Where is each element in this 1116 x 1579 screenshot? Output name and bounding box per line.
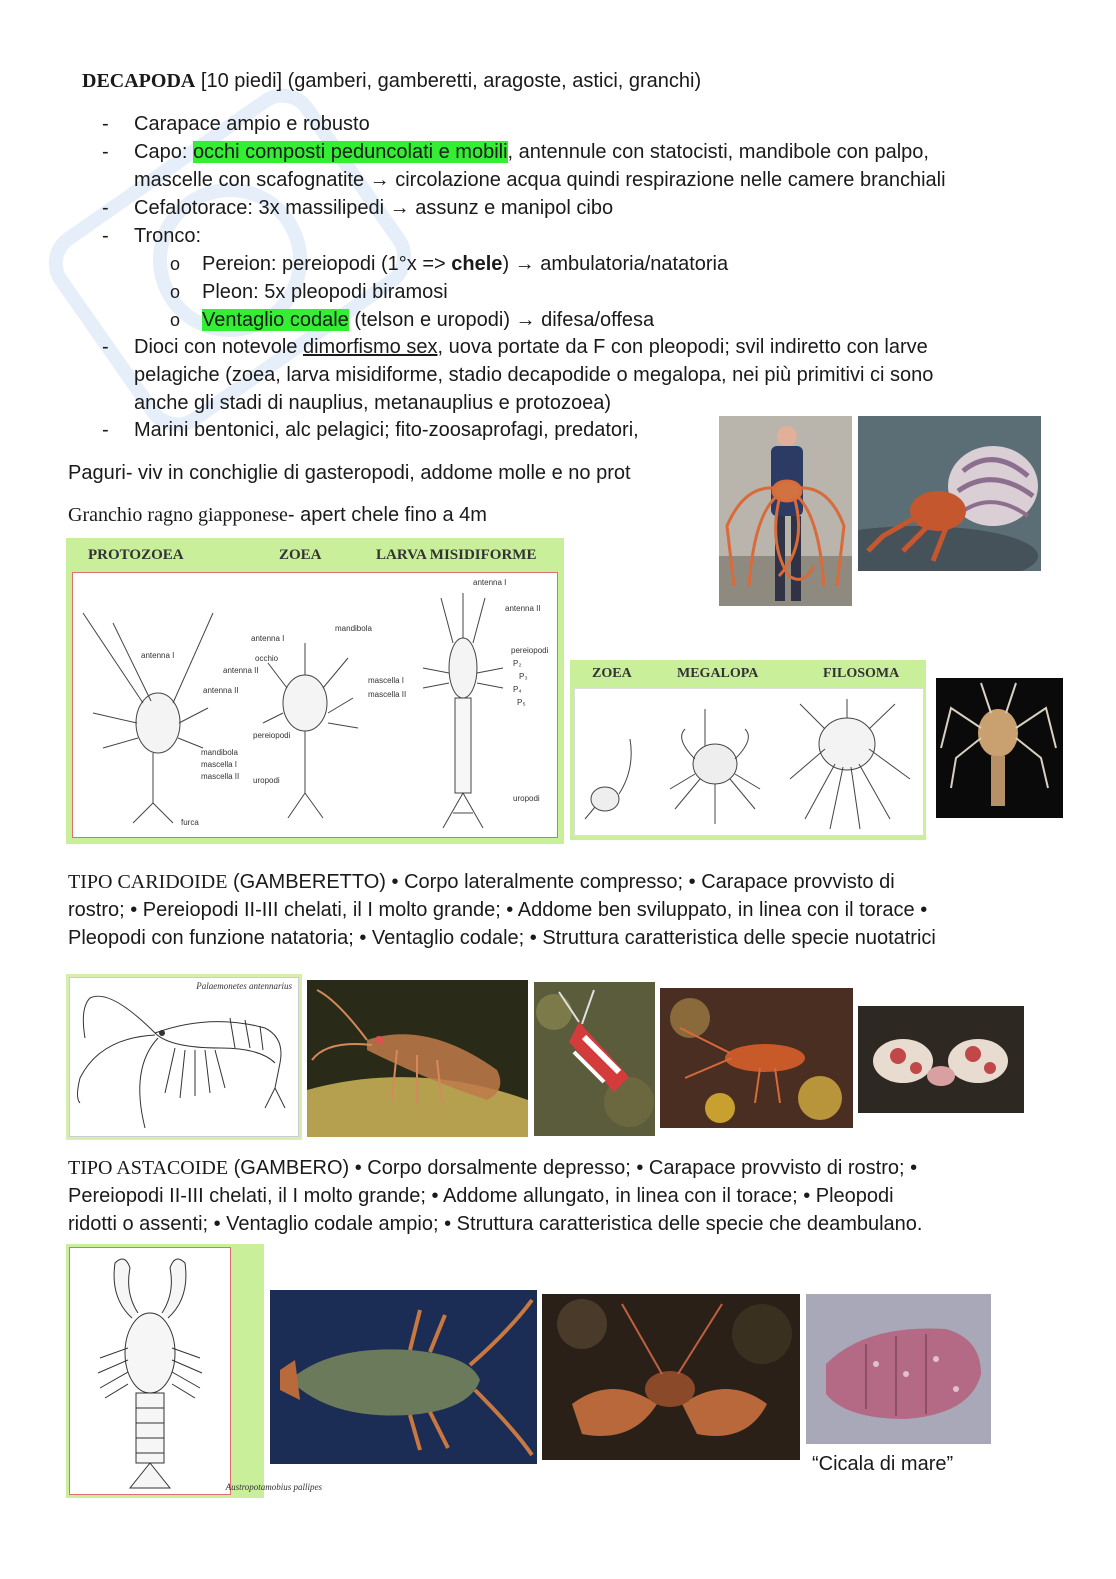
granchio-line bbox=[68, 501, 487, 529]
label-antenna-i-zoea: antenna I bbox=[251, 634, 285, 643]
label-mascella-ii: mascella II bbox=[201, 772, 240, 781]
sub-pleon: Pleon: 5x pleopodi biramosi bbox=[202, 281, 448, 303]
paguri-line: Paguri- viv in conchiglie di gasteropodi, addome molle e no prot bbox=[68, 462, 631, 484]
dash-marker: - bbox=[102, 225, 109, 247]
label-mascella-i: mascella I bbox=[201, 760, 238, 769]
granchio-serif: Granchio ragno giapponese bbox=[68, 504, 288, 526]
label-occhio: occhio bbox=[255, 654, 279, 663]
panel1-drawing-area bbox=[72, 572, 558, 838]
granchio-rest: - apert chele fino a 4m bbox=[287, 504, 487, 526]
bullet-tronco: Tronco: bbox=[134, 225, 202, 247]
caridoide-line1 bbox=[68, 868, 895, 896]
astacoide-serif: TIPO ASTACOIDE bbox=[68, 1157, 229, 1179]
bullet-capo-line2: mascelle con scafognatite → circolazione acqua quindi respirazione nelle camere branchiali bbox=[134, 169, 946, 191]
highlight-occhi: occhi composti peduncolati e mobili bbox=[192, 141, 508, 163]
larvae-panel-2 bbox=[570, 660, 926, 840]
palaemonetes-panel bbox=[66, 974, 302, 1140]
shrimp-photo-3 bbox=[660, 988, 853, 1128]
label-mandibola-zoea: mandibola bbox=[335, 624, 372, 633]
astacoide-line1 bbox=[68, 1154, 917, 1182]
panel2-drawing-area bbox=[574, 688, 924, 836]
astacoide-line2: Pereiopodi II-III chelati, il I molto grande; • Addome allungato, in linea con il torace; • Pleopodi bbox=[68, 1185, 894, 1207]
label-antenna-ii-zoea: antenna II bbox=[223, 666, 259, 675]
label-antenna-ii-mis: antenna II bbox=[505, 604, 541, 613]
label-uropodi-mis: uropodi bbox=[513, 794, 540, 803]
label-p5: P₅ bbox=[517, 698, 526, 707]
sub-marker: o bbox=[170, 254, 181, 274]
capo-prefix: Capo: bbox=[134, 141, 193, 163]
caridoide-line2: rostro; • Pereiopodi II-III chelati, il I molto grande; • Addome ben sviluppato, in linea con il torace • bbox=[68, 899, 928, 921]
shrimp-illustration bbox=[70, 978, 298, 1136]
sub-pereion bbox=[202, 250, 728, 278]
astacoide-line3: ridotti o assenti; • Ventaglio codale ampio; • Struttura caratteristica delle specie che deambulano. bbox=[68, 1213, 923, 1235]
shrimp-photo-4 bbox=[858, 1006, 1024, 1113]
sub-ventaglio bbox=[202, 306, 654, 334]
bullet-cefalotorace: Cefalotorace: 3x massilipedi → assunz e manipol cibo bbox=[134, 197, 614, 219]
dash-marker: - bbox=[102, 141, 109, 163]
pereion-post: ) → ambulatoria/natatoria bbox=[502, 253, 729, 275]
label-pereiopodi-mis: pereiopodi bbox=[511, 646, 549, 655]
larvae-illustration-1 bbox=[73, 573, 557, 837]
austropotamobius-panel bbox=[66, 1244, 322, 1498]
filosoma-photo bbox=[936, 678, 1063, 818]
label-mandibola: mandibola bbox=[201, 748, 238, 757]
label-antenna-ii: antenna II bbox=[203, 686, 239, 695]
dash-marker: - bbox=[102, 419, 109, 441]
label-furca: furca bbox=[181, 818, 199, 827]
lobster-photo-1 bbox=[270, 1290, 537, 1464]
shrimp-photo-1 bbox=[307, 980, 528, 1137]
label-mascella-ii-zoea: mascella II bbox=[368, 690, 407, 699]
caridoide-l1: (GAMBERETTO) • Corpo lateralmente compresso; • Carapace provvisto di bbox=[227, 871, 895, 893]
bullet-capo bbox=[134, 138, 929, 166]
austropotamobius-drawing-area bbox=[69, 1247, 322, 1495]
label-mascella-i-zoea: mascella I bbox=[368, 676, 405, 685]
bullet-dioci-line3: anche gli stadi di nauplius, metanauplius e protozoea) bbox=[134, 392, 611, 414]
palaemonetes-caption: Palaemonetes antennarius bbox=[196, 981, 292, 991]
panel1-title-misidiforme: LARVA MISIDIFORME bbox=[376, 547, 537, 563]
label-uropodi-zoea: uropodi bbox=[253, 776, 280, 785]
dioci-underline: dimorfismo sex bbox=[302, 336, 438, 358]
caridoide-line3: Pleopodi con funzione natatoria; • Ventaglio codale; • Struttura caratteristica delle specie nuotatrici bbox=[68, 927, 936, 949]
pereion-pre: Pereion: pereiopodi (1°x => bbox=[202, 253, 452, 275]
ventaglio-post: (telson e uropodi) → difesa/offesa bbox=[348, 309, 655, 331]
capo-rest: , antennule con statocisti, mandibole con palpo, bbox=[507, 141, 929, 163]
dioci-pre: Dioci con notevole bbox=[134, 336, 303, 358]
pereion-chele: chele bbox=[451, 253, 503, 275]
lobster-photo-2 bbox=[542, 1294, 800, 1460]
dash-marker: - bbox=[102, 197, 109, 219]
label-antenna-i-mis: antenna I bbox=[473, 578, 507, 587]
highlight-ventaglio: Ventaglio codale bbox=[202, 309, 349, 331]
label-antenna-i: antenna I bbox=[141, 651, 175, 660]
panel2-title-filosoma: FILOSOMA bbox=[823, 666, 900, 681]
bullet-marini: Marini bentonici, alc pelagici; fito-zoosaprofagi, predatori, bbox=[134, 419, 639, 441]
bullet-carapace: Carapace ampio e robusto bbox=[134, 113, 370, 135]
panel2-title-megalopa: MEGALOPA bbox=[677, 666, 759, 681]
sub-marker: o bbox=[170, 310, 181, 330]
dioci-post: , uova portate da F con pleopodi; svil indiretto con larve bbox=[437, 336, 928, 358]
crayfish-illustration bbox=[70, 1248, 230, 1494]
sub-marker: o bbox=[170, 282, 181, 302]
dash-marker: - bbox=[102, 336, 109, 358]
bullet-dioci-line2: pelagiche (zoea, larva misidiforme, stadio decapodide o megalopa, nei più primitivi ci sono bbox=[134, 364, 934, 386]
larvae-panel-1 bbox=[66, 538, 564, 844]
austropotamobius-caption: Austropotamobius pallipes bbox=[225, 1482, 322, 1492]
cicala-caption: “Cicala di mare” bbox=[812, 1453, 954, 1475]
panel1-title-zoea: ZOEA bbox=[279, 547, 322, 563]
cicala-photo bbox=[806, 1294, 991, 1444]
label-pereiopodi-zoea: pereiopodi bbox=[253, 731, 291, 740]
panel2-title-zoea: ZOEA bbox=[592, 666, 632, 681]
doc-title bbox=[82, 67, 701, 95]
panel1-title-protozoea: PROTOZOEA bbox=[88, 547, 184, 563]
shrimp-photo-2 bbox=[534, 982, 655, 1136]
spider-crab-photo bbox=[719, 416, 852, 606]
hermit-crab-photo bbox=[858, 416, 1041, 571]
caridoide-serif: TIPO CARIDOIDE bbox=[68, 871, 228, 893]
palaemonetes-drawing-area bbox=[69, 977, 299, 1137]
dash-marker: - bbox=[102, 113, 109, 135]
astacoide-l1: (GAMBERO) • Corpo dorsalmente depresso; • Carapace provvisto di rostro; • bbox=[228, 1157, 918, 1179]
label-p2: P₂ bbox=[513, 659, 522, 668]
title-rest: [10 piedi] (gamberi, gamberetti, aragoste, astici, granchi) bbox=[195, 70, 702, 92]
title-bold: DECAPODA bbox=[82, 70, 196, 92]
label-p3: P₃ bbox=[519, 672, 528, 681]
label-p4: P₄ bbox=[513, 685, 522, 694]
larvae-illustration-2 bbox=[575, 689, 923, 835]
bullet-dioci bbox=[134, 333, 928, 361]
